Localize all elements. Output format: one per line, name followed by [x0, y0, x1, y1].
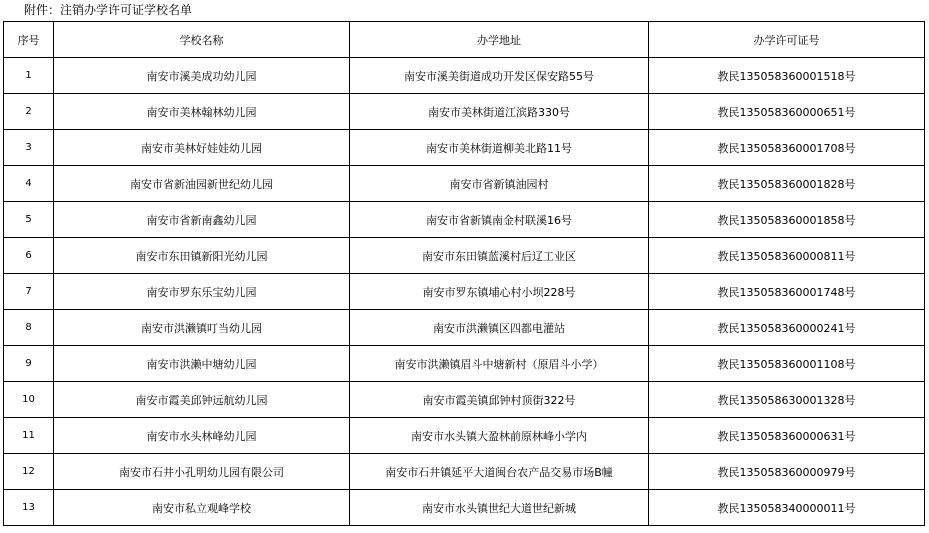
header-school-name: 学校名称 [54, 22, 350, 58]
cell-license: 教民135058360000651号 [649, 94, 925, 130]
cell-address: 南安市溪美街道成功开发区保安路55号 [350, 58, 649, 94]
header-address: 办学地址 [350, 22, 649, 58]
cell-license: 教民135058360001858号 [649, 202, 925, 238]
header-index: 序号 [4, 22, 54, 58]
cell-index: 4 [4, 166, 54, 202]
cell-license: 教民135058360000631号 [649, 418, 925, 454]
cell-index: 12 [4, 454, 54, 490]
cell-school-name: 南安市美林翰林幼儿园 [54, 94, 350, 130]
cell-index: 10 [4, 382, 54, 418]
cell-license: 教民135058360001108号 [649, 346, 925, 382]
table-row [4, 58, 925, 94]
cell-license: 教民135058340000011号 [649, 490, 925, 526]
table-row [4, 238, 925, 274]
document-caption: 附件：注销办学许可证学校名单 [24, 3, 193, 17]
cell-index: 5 [4, 202, 54, 238]
table-row [4, 418, 925, 454]
cell-school-name: 南安市水头林峰幼儿园 [54, 418, 350, 454]
table-row [4, 202, 925, 238]
cell-license: 教民135058360001518号 [649, 58, 925, 94]
cell-index: 8 [4, 310, 54, 346]
cell-address: 南安市水头镇世纪大道世纪新城 [350, 490, 649, 526]
cell-address: 南安市美林街道江滨路330号 [350, 94, 649, 130]
cell-index: 13 [4, 490, 54, 526]
table-row [4, 274, 925, 310]
header-license: 办学许可证号 [649, 22, 925, 58]
cell-school-name: 南安市省新油园新世纪幼儿园 [54, 166, 350, 202]
table-row [4, 454, 925, 490]
cell-index: 2 [4, 94, 54, 130]
cell-index: 3 [4, 130, 54, 166]
cell-school-name: 南安市洪濑中塘幼儿园 [54, 346, 350, 382]
cell-address: 南安市水头镇大盈林前原林峰小学内 [350, 418, 649, 454]
cell-school-name: 南安市省新南鑫幼儿园 [54, 202, 350, 238]
cell-license: 教民135058360001828号 [649, 166, 925, 202]
cell-license: 教民135058360000241号 [649, 310, 925, 346]
cell-address: 南安市罗东镇埔心村小坝228号 [350, 274, 649, 310]
cell-index: 11 [4, 418, 54, 454]
cell-school-name: 南安市石井小孔明幼儿园有限公司 [54, 454, 350, 490]
school-license-table [3, 21, 925, 526]
cell-address: 南安市省新镇南金村联溪16号 [350, 202, 649, 238]
cell-address: 南安市洪濑镇眉斗中塘新村（原眉斗小学） [350, 346, 649, 382]
cell-address: 南安市洪濑镇区四都电灌站 [350, 310, 649, 346]
cell-license: 教民135058360001748号 [649, 274, 925, 310]
cell-address: 南安市省新镇油园村 [350, 166, 649, 202]
cell-school-name: 南安市霞美邱钟远航幼儿园 [54, 382, 350, 418]
cell-school-name: 南安市洪濑镇叮当幼儿园 [54, 310, 350, 346]
cell-school-name: 南安市东田镇新阳光幼儿园 [54, 238, 350, 274]
table-row [4, 490, 925, 526]
cell-license: 教民135058630001328号 [649, 382, 925, 418]
table-row [4, 346, 925, 382]
table-row [4, 382, 925, 418]
cell-address: 南安市美林街道柳美北路11号 [350, 130, 649, 166]
cell-school-name: 南安市罗东乐宝幼儿园 [54, 274, 350, 310]
cell-address: 南安市东田镇蓝溪村后辽工业区 [350, 238, 649, 274]
cell-school-name: 南安市私立观峰学校 [54, 490, 350, 526]
cell-license: 教民135058360000979号 [649, 454, 925, 490]
cell-license: 教民135058360000811号 [649, 238, 925, 274]
table-row [4, 310, 925, 346]
cell-index: 7 [4, 274, 54, 310]
cell-license: 教民135058360001708号 [649, 130, 925, 166]
cell-address: 南安市石井镇延平大道闽台农产品交易市场B幢 [350, 454, 649, 490]
table-header-row [4, 22, 925, 58]
cell-index: 9 [4, 346, 54, 382]
table-row [4, 130, 925, 166]
table-row [4, 166, 925, 202]
cell-index: 1 [4, 58, 54, 94]
cell-index: 6 [4, 238, 54, 274]
cell-address: 南安市霞美镇邱钟村顶街322号 [350, 382, 649, 418]
cell-school-name: 南安市美林好娃娃幼儿园 [54, 130, 350, 166]
cell-school-name: 南安市溪美成功幼儿园 [54, 58, 350, 94]
table-row [4, 94, 925, 130]
